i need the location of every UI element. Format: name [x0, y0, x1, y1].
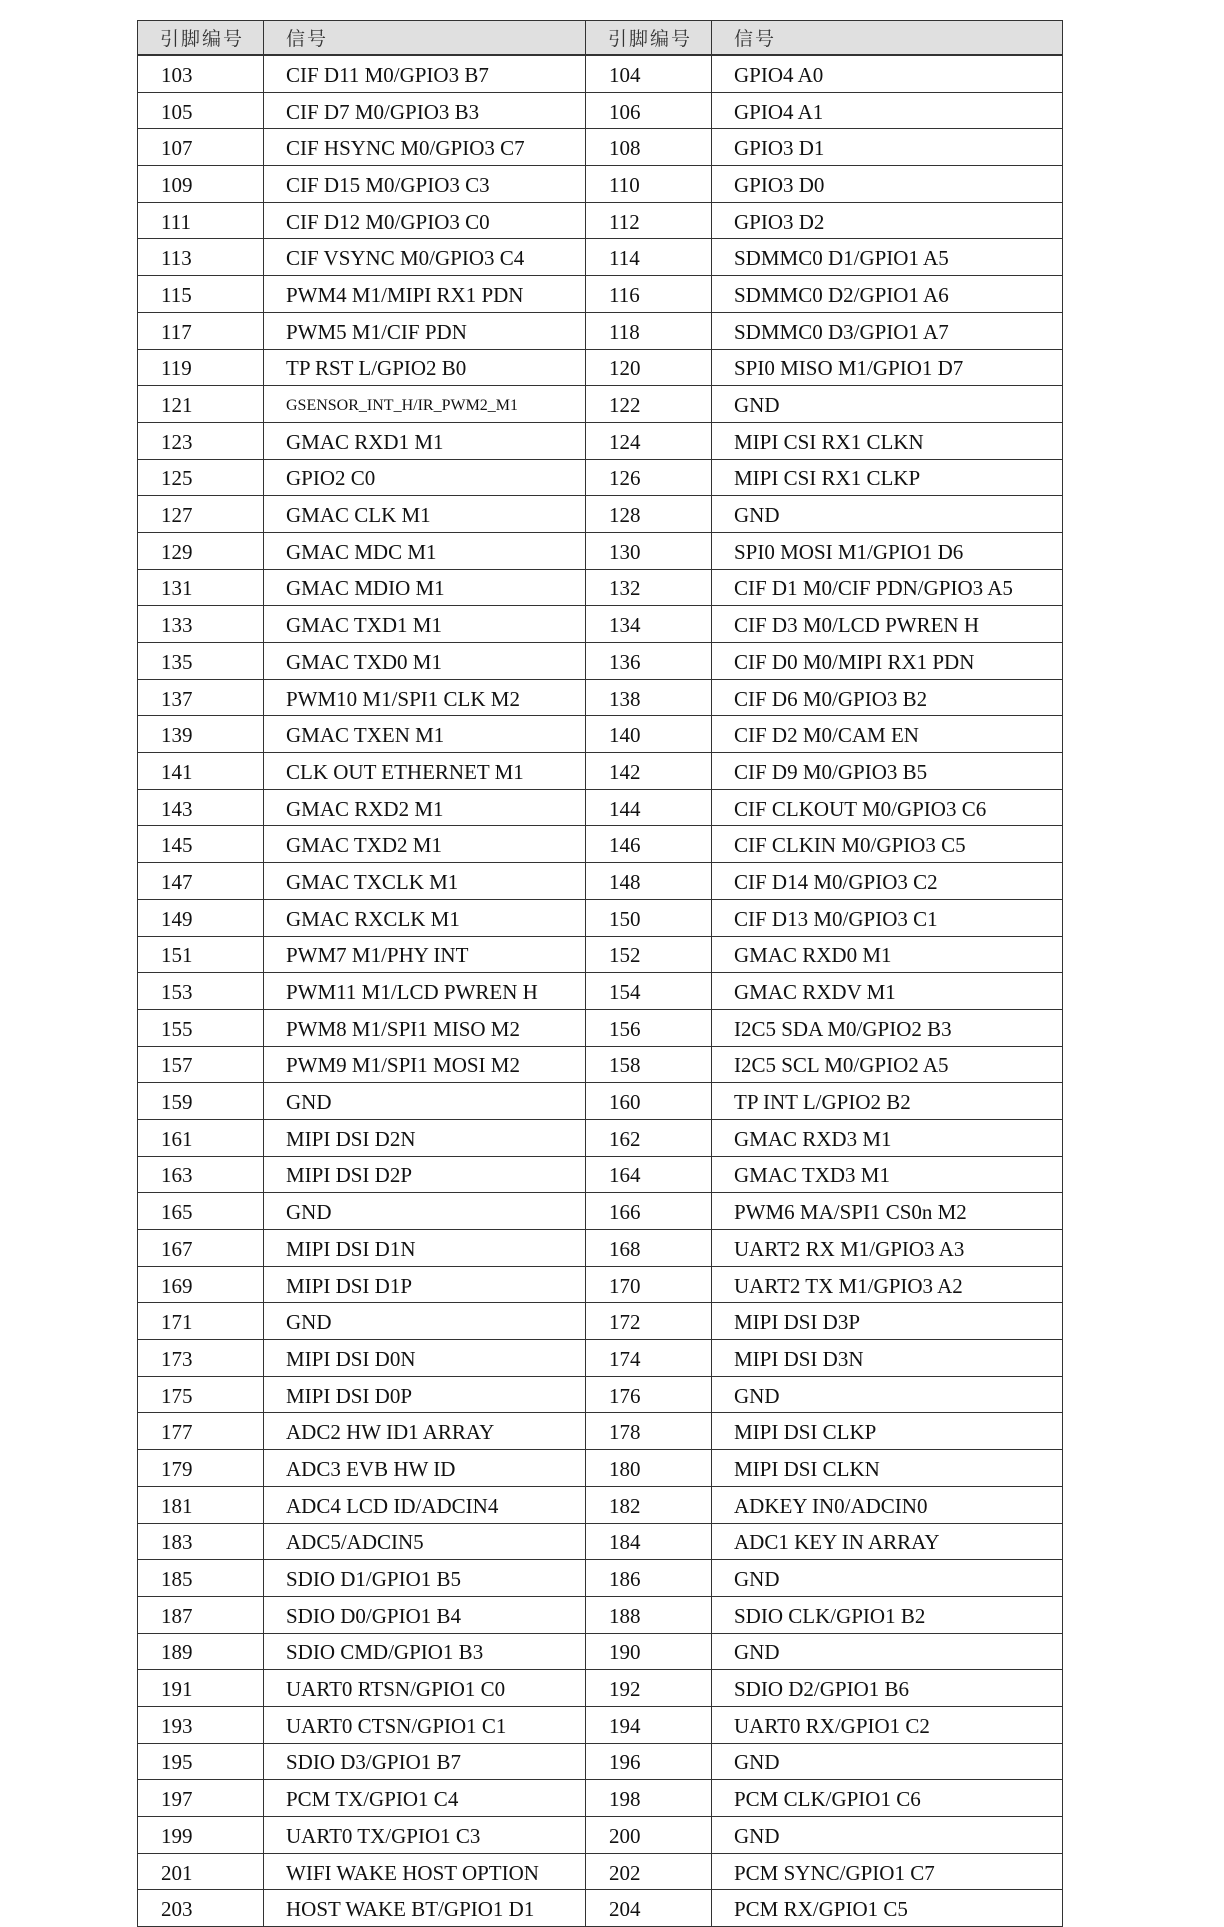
signal-left: SDIO CMD/GPIO1 B3: [264, 1633, 586, 1670]
table-row: [138, 459, 1063, 496]
signal-right: PCM RX/GPIO1 C5: [712, 1890, 1063, 1927]
pin-number-right: 116: [586, 276, 712, 313]
signal-right: ADC1 KEY IN ARRAY: [712, 1523, 1063, 1560]
table-row: [138, 1486, 1063, 1523]
table-row: [138, 1633, 1063, 1670]
table-row: [138, 826, 1063, 863]
pin-number-left: 147: [138, 863, 264, 900]
pin-number-left: 135: [138, 643, 264, 680]
table-row: [138, 312, 1063, 349]
signal-right: PWM6 MA/SPI1 CS0n M2: [712, 1193, 1063, 1230]
signal-left: CIF D12 M0/GPIO3 C0: [264, 202, 586, 239]
signal-left: WIFI WAKE HOST OPTION: [264, 1853, 586, 1890]
pin-number-left: 167: [138, 1230, 264, 1267]
signal-right: I2C5 SDA M0/GPIO2 B3: [712, 1009, 1063, 1046]
pin-number-left: 149: [138, 899, 264, 936]
table-row: [138, 1450, 1063, 1487]
signal-left: GMAC MDC M1: [264, 532, 586, 569]
signal-left: CIF VSYNC M0/GPIO3 C4: [264, 239, 586, 276]
table-row: [138, 643, 1063, 680]
table-row: [138, 1303, 1063, 1340]
signal-right: GND: [712, 386, 1063, 423]
pin-number-right: 170: [586, 1266, 712, 1303]
signal-right: CIF D9 M0/GPIO3 B5: [712, 753, 1063, 790]
pin-number-left: 203: [138, 1890, 264, 1927]
signal-right: GMAC TXD3 M1: [712, 1156, 1063, 1193]
pin-number-right: 124: [586, 422, 712, 459]
pin-number-left: 185: [138, 1560, 264, 1597]
pin-number-right: 186: [586, 1560, 712, 1597]
signal-left: ADC3 EVB HW ID: [264, 1450, 586, 1487]
signal-right: CIF CLKOUT M0/GPIO3 C6: [712, 789, 1063, 826]
signal-right: UART2 RX M1/GPIO3 A3: [712, 1230, 1063, 1267]
pin-number-left: 199: [138, 1817, 264, 1854]
signal-left: MIPI DSI D1N: [264, 1230, 586, 1267]
table-row: [138, 1119, 1063, 1156]
signal-left: SDIO D0/GPIO1 B4: [264, 1596, 586, 1633]
pin-number-right: 168: [586, 1230, 712, 1267]
pin-number-left: 115: [138, 276, 264, 313]
table-row: [138, 1193, 1063, 1230]
signal-left: PWM7 M1/PHY INT: [264, 936, 586, 973]
table-row: [138, 276, 1063, 313]
table-row: [138, 1743, 1063, 1780]
pin-number-left: 143: [138, 789, 264, 826]
table-row: [138, 716, 1063, 753]
pin-number-left: 163: [138, 1156, 264, 1193]
signal-left: GMAC TXD2 M1: [264, 826, 586, 863]
pin-number-left: 189: [138, 1633, 264, 1670]
signal-left: PWM4 M1/MIPI RX1 PDN: [264, 276, 586, 313]
table-row: [138, 239, 1063, 276]
signal-right: SDMMC0 D1/GPIO1 A5: [712, 239, 1063, 276]
signal-left: TP RST L/GPIO2 B0: [264, 349, 586, 386]
signal-right: SDIO CLK/GPIO1 B2: [712, 1596, 1063, 1633]
pin-number-left: 141: [138, 753, 264, 790]
signal-left: GND: [264, 1083, 586, 1120]
signal-right: CIF D3 M0/LCD PWREN H: [712, 606, 1063, 643]
pin-number-right: 162: [586, 1119, 712, 1156]
pin-number-left: 179: [138, 1450, 264, 1487]
signal-right: SDIO D2/GPIO1 B6: [712, 1670, 1063, 1707]
signal-left: GMAC TXEN M1: [264, 716, 586, 753]
table-row: [138, 1230, 1063, 1267]
signal-right: CIF D13 M0/GPIO3 C1: [712, 899, 1063, 936]
signal-right: GMAC RXD0 M1: [712, 936, 1063, 973]
signal-left: GND: [264, 1193, 586, 1230]
signal-left: GPIO2 C0: [264, 459, 586, 496]
table-row: [138, 166, 1063, 203]
signal-left: CIF D7 M0/GPIO3 B3: [264, 92, 586, 129]
pin-number-left: 157: [138, 1046, 264, 1083]
pin-number-left: 145: [138, 826, 264, 863]
pin-number-right: 192: [586, 1670, 712, 1707]
table-row: [138, 1009, 1063, 1046]
pin-number-right: 156: [586, 1009, 712, 1046]
pin-number-right: 144: [586, 789, 712, 826]
pin-number-left: 137: [138, 679, 264, 716]
table-row: [138, 753, 1063, 790]
pin-number-left: 113: [138, 239, 264, 276]
signal-right: GND: [712, 1376, 1063, 1413]
pin-number-right: 176: [586, 1376, 712, 1413]
pin-number-left: 177: [138, 1413, 264, 1450]
table-row: [138, 1523, 1063, 1560]
pin-number-left: 127: [138, 496, 264, 533]
table-row: [138, 1706, 1063, 1743]
pin-number-right: 138: [586, 679, 712, 716]
pin-number-right: 142: [586, 753, 712, 790]
signal-left: MIPI DSI D0N: [264, 1340, 586, 1377]
pin-number-right: 190: [586, 1633, 712, 1670]
signal-right: GPIO4 A1: [712, 92, 1063, 129]
signal-left: GND: [264, 1303, 586, 1340]
pin-number-right: 112: [586, 202, 712, 239]
signal-right: SDMMC0 D2/GPIO1 A6: [712, 276, 1063, 313]
pin-number-left: 111: [138, 202, 264, 239]
table-row: [138, 1083, 1063, 1120]
signal-left: ADC2 HW ID1 ARRAY: [264, 1413, 586, 1450]
header-row: [138, 21, 1063, 56]
signal-right: UART2 TX M1/GPIO3 A2: [712, 1266, 1063, 1303]
pin-number-left: 129: [138, 532, 264, 569]
signal-left: HOST WAKE BT/GPIO1 D1: [264, 1890, 586, 1927]
signal-left: PWM8 M1/SPI1 MISO M2: [264, 1009, 586, 1046]
pin-number-left: 131: [138, 569, 264, 606]
pin-table-body: [138, 55, 1063, 1927]
signal-left: GMAC TXD0 M1: [264, 643, 586, 680]
table-row: [138, 1266, 1063, 1303]
pin-table-header: [138, 21, 1063, 56]
pin-number-left: 195: [138, 1743, 264, 1780]
pin-number-left: 183: [138, 1523, 264, 1560]
signal-right: MIPI DSI D3P: [712, 1303, 1063, 1340]
pin-number-right: 126: [586, 459, 712, 496]
signal-right: GMAC RXDV M1: [712, 973, 1063, 1010]
pin-number-right: 108: [586, 129, 712, 166]
pin-number-left: 191: [138, 1670, 264, 1707]
table-row: [138, 55, 1063, 92]
pin-number-left: 119: [138, 349, 264, 386]
pin-table: [137, 20, 1063, 1927]
pin-number-left: 181: [138, 1486, 264, 1523]
table-row: [138, 202, 1063, 239]
table-row: [138, 1780, 1063, 1817]
signal-right: GMAC RXD3 M1: [712, 1119, 1063, 1156]
table-row: [138, 936, 1063, 973]
table-row: [138, 1156, 1063, 1193]
pin-number-right: 200: [586, 1817, 712, 1854]
signal-right: MIPI DSI CLKP: [712, 1413, 1063, 1450]
table-row: [138, 569, 1063, 606]
pin-number-left: 133: [138, 606, 264, 643]
signal-left: GMAC CLK M1: [264, 496, 586, 533]
table-row: [138, 129, 1063, 166]
signal-left: SDIO D1/GPIO1 B5: [264, 1560, 586, 1597]
pin-number-right: 132: [586, 569, 712, 606]
signal-left: PWM11 M1/LCD PWREN H: [264, 973, 586, 1010]
pin-number-right: 140: [586, 716, 712, 753]
pin-number-right: 204: [586, 1890, 712, 1927]
pin-number-left: 103: [138, 55, 264, 92]
pin-number-left: 201: [138, 1853, 264, 1890]
pin-number-right: 128: [586, 496, 712, 533]
signal-left: GSENSOR_INT_H/IR_PWM2_M1: [264, 386, 586, 423]
pin-number-left: 175: [138, 1376, 264, 1413]
pin-number-left: 109: [138, 166, 264, 203]
pin-number-right: 152: [586, 936, 712, 973]
signal-right: ADKEY IN0/ADCIN0: [712, 1486, 1063, 1523]
signal-right: SPI0 MOSI M1/GPIO1 D6: [712, 532, 1063, 569]
pin-number-left: 125: [138, 459, 264, 496]
table-row: [138, 899, 1063, 936]
signal-left: MIPI DSI D2P: [264, 1156, 586, 1193]
table-row: [138, 1596, 1063, 1633]
signal-right: MIPI CSI RX1 CLKN: [712, 422, 1063, 459]
pin-number-left: 193: [138, 1706, 264, 1743]
signal-right: CIF CLKIN M0/GPIO3 C5: [712, 826, 1063, 863]
pin-number-right: 180: [586, 1450, 712, 1487]
pin-number-right: 182: [586, 1486, 712, 1523]
pin-number-left: 153: [138, 973, 264, 1010]
pin-number-left: 169: [138, 1266, 264, 1303]
signal-left: GMAC TXCLK M1: [264, 863, 586, 900]
pin-number-right: 166: [586, 1193, 712, 1230]
signal-right: MIPI DSI D3N: [712, 1340, 1063, 1377]
table-row: [138, 422, 1063, 459]
signal-left: CIF D15 M0/GPIO3 C3: [264, 166, 586, 203]
signal-right: GND: [712, 496, 1063, 533]
pin-number-left: 155: [138, 1009, 264, 1046]
pin-number-left: 165: [138, 1193, 264, 1230]
table-row: [138, 1670, 1063, 1707]
pin-number-left: 123: [138, 422, 264, 459]
pin-number-right: 172: [586, 1303, 712, 1340]
signal-right: TP INT L/GPIO2 B2: [712, 1083, 1063, 1120]
pin-number-right: 104: [586, 55, 712, 92]
signal-right: UART0 RX/GPIO1 C2: [712, 1706, 1063, 1743]
pin-number-right: 114: [586, 239, 712, 276]
signal-right: CIF D1 M0/CIF PDN/GPIO3 A5: [712, 569, 1063, 606]
pin-number-right: 158: [586, 1046, 712, 1083]
table-row: [138, 92, 1063, 129]
signal-right: GND: [712, 1633, 1063, 1670]
signal-right: MIPI CSI RX1 CLKP: [712, 459, 1063, 496]
pin-number-left: 107: [138, 129, 264, 166]
pin-number-right: 198: [586, 1780, 712, 1817]
signal-left: CIF D11 M0/GPIO3 B7: [264, 55, 586, 92]
pin-number-right: 188: [586, 1596, 712, 1633]
table-row: [138, 1890, 1063, 1927]
signal-left: CLK OUT ETHERNET M1: [264, 753, 586, 790]
pin-number-right: 196: [586, 1743, 712, 1780]
table-row: [138, 532, 1063, 569]
pin-number-left: 197: [138, 1780, 264, 1817]
signal-left: GMAC TXD1 M1: [264, 606, 586, 643]
pin-number-right: 134: [586, 606, 712, 643]
pin-number-right: 160: [586, 1083, 712, 1120]
signal-left: CIF HSYNC M0/GPIO3 C7: [264, 129, 586, 166]
pin-number-right: 106: [586, 92, 712, 129]
signal-left: ADC5/ADCIN5: [264, 1523, 586, 1560]
signal-right: CIF D6 M0/GPIO3 B2: [712, 679, 1063, 716]
signal-right: GND: [712, 1817, 1063, 1854]
pin-number-left: 105: [138, 92, 264, 129]
pin-number-left: 187: [138, 1596, 264, 1633]
pin-number-left: 173: [138, 1340, 264, 1377]
table-row: [138, 973, 1063, 1010]
pin-number-right: 148: [586, 863, 712, 900]
pin-number-left: 159: [138, 1083, 264, 1120]
signal-right: I2C5 SCL M0/GPIO2 A5: [712, 1046, 1063, 1083]
table-row: [138, 1413, 1063, 1450]
signal-right: PCM SYNC/GPIO1 C7: [712, 1853, 1063, 1890]
pin-number-right: 146: [586, 826, 712, 863]
signal-left: GMAC RXCLK M1: [264, 899, 586, 936]
table-row: [138, 1376, 1063, 1413]
pin-number-right: 136: [586, 643, 712, 680]
signal-right: CIF D2 M0/CAM EN: [712, 716, 1063, 753]
signal-left: PWM10 M1/SPI1 CLK M2: [264, 679, 586, 716]
signal-left: MIPI DSI D0P: [264, 1376, 586, 1413]
pin-number-left: 121: [138, 386, 264, 423]
signal-right: GPIO4 A0: [712, 55, 1063, 92]
table-row: [138, 679, 1063, 716]
pin-number-left: 139: [138, 716, 264, 753]
pin-number-left: 151: [138, 936, 264, 973]
signal-left: PWM9 M1/SPI1 MOSI M2: [264, 1046, 586, 1083]
pin-number-right: 178: [586, 1413, 712, 1450]
table-row: [138, 789, 1063, 826]
header-signal-right: 信号: [712, 21, 1063, 56]
table-row: [138, 496, 1063, 533]
signal-right: CIF D14 M0/GPIO3 C2: [712, 863, 1063, 900]
signal-right: SPI0 MISO M1/GPIO1 D7: [712, 349, 1063, 386]
signal-left: MIPI DSI D1P: [264, 1266, 586, 1303]
pin-number-right: 154: [586, 973, 712, 1010]
pin-number-right: 110: [586, 166, 712, 203]
signal-left: ADC4 LCD ID/ADCIN4: [264, 1486, 586, 1523]
signal-right: PCM CLK/GPIO1 C6: [712, 1780, 1063, 1817]
pin-number-right: 150: [586, 899, 712, 936]
signal-right: MIPI DSI CLKN: [712, 1450, 1063, 1487]
signal-right: CIF D0 M0/MIPI RX1 PDN: [712, 643, 1063, 680]
signal-left: MIPI DSI D2N: [264, 1119, 586, 1156]
signal-right: GPIO3 D0: [712, 166, 1063, 203]
signal-left: UART0 RTSN/GPIO1 C0: [264, 1670, 586, 1707]
table-row: [138, 863, 1063, 900]
table-row: [138, 1340, 1063, 1377]
pin-number-right: 194: [586, 1706, 712, 1743]
signal-right: GND: [712, 1743, 1063, 1780]
pin-number-right: 118: [586, 312, 712, 349]
pin-number-right: 174: [586, 1340, 712, 1377]
signal-right: GND: [712, 1560, 1063, 1597]
signal-left: GMAC MDIO M1: [264, 569, 586, 606]
signal-left: SDIO D3/GPIO1 B7: [264, 1743, 586, 1780]
pin-number-right: 120: [586, 349, 712, 386]
pin-number-left: 117: [138, 312, 264, 349]
table-row: [138, 349, 1063, 386]
pin-number-left: 171: [138, 1303, 264, 1340]
signal-left: UART0 CTSN/GPIO1 C1: [264, 1706, 586, 1743]
table-row: [138, 606, 1063, 643]
signal-left: PCM TX/GPIO1 C4: [264, 1780, 586, 1817]
signal-left: GMAC RXD1 M1: [264, 422, 586, 459]
pin-number-right: 184: [586, 1523, 712, 1560]
table-row: [138, 1853, 1063, 1890]
header-pin-number-left: 引脚编号: [138, 21, 264, 56]
signal-right: GPIO3 D2: [712, 202, 1063, 239]
pin-number-left: 161: [138, 1119, 264, 1156]
table-row: [138, 1560, 1063, 1597]
signal-right: GPIO3 D1: [712, 129, 1063, 166]
signal-left: GMAC RXD2 M1: [264, 789, 586, 826]
header-signal-left: 信号: [264, 21, 586, 56]
header-pin-number-right: 引脚编号: [586, 21, 712, 56]
signal-left: PWM5 M1/CIF PDN: [264, 312, 586, 349]
pin-number-right: 122: [586, 386, 712, 423]
table-row: [138, 1817, 1063, 1854]
pin-number-right: 130: [586, 532, 712, 569]
signal-left: UART0 TX/GPIO1 C3: [264, 1817, 586, 1854]
table-row: [138, 386, 1063, 423]
pin-number-right: 164: [586, 1156, 712, 1193]
table-row: [138, 1046, 1063, 1083]
pin-number-right: 202: [586, 1853, 712, 1890]
signal-right: SDMMC0 D3/GPIO1 A7: [712, 312, 1063, 349]
